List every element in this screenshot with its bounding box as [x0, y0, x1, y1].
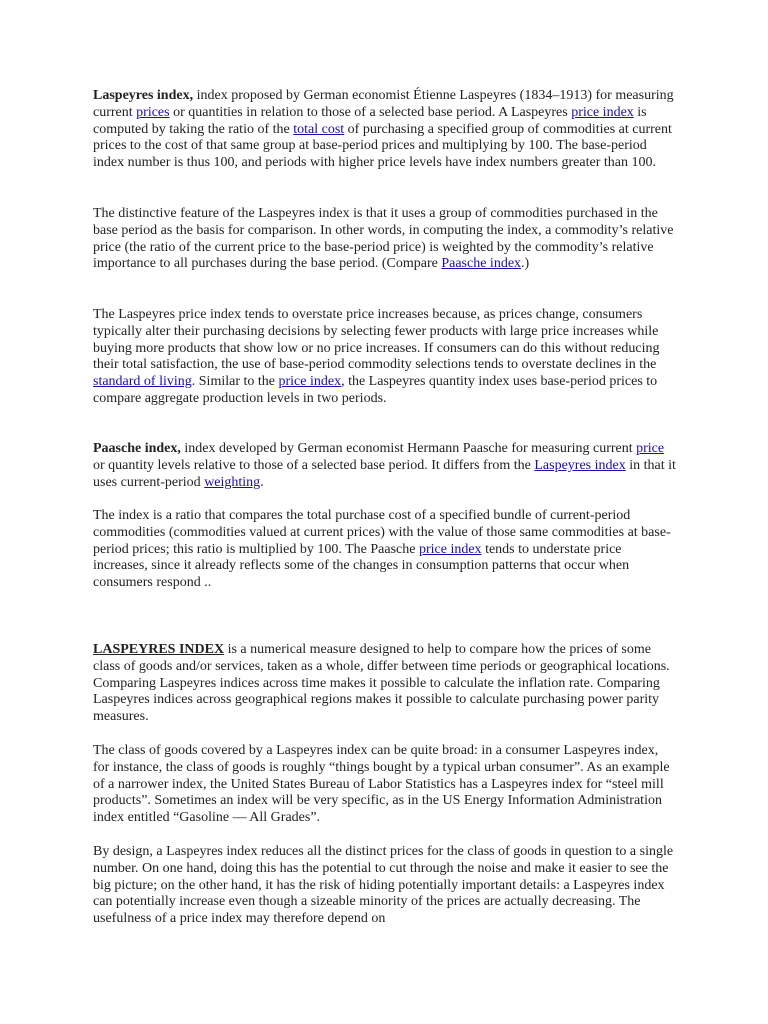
link-weighting[interactable]: weighting — [204, 474, 261, 490]
paragraph-by-design: By design, a Laspeyres index reduces all the distinct prices for the class of goods in question to a single number. On one hand, doing this has the potential to cut through the noise and make it easier to see the big picture; on the other hand, it has the risk of hiding potentially important details: a Laspeyres index can potentially increase even though a sizeable minority of the prices are actually decreasing. The usefulness of a price index may therefore depend on — [93, 844, 674, 927]
paragraph-distinctive-feature: The distinctive feature of the Laspeyres index is that it uses a group of commodities purchased in the base period as the basis for comparison. In other words, in computing the index, a commodity’s relative price (the ratio of the current price to the base-period price) is weighted by the commodity’s relative importance to all purchases during the base period. (Compare Paasche index.) — [93, 206, 674, 272]
link-total-cost[interactable]: total cost — [293, 121, 345, 137]
paragraph-paasche-definition: Paasche index, index developed by German economist Hermann Paasche for measuring current price or quantity levels relative to those of a selected base period. It differs from the Laspeyres index in that it uses current-period weighting. — [93, 441, 676, 490]
link-price-index[interactable]: price index — [571, 104, 634, 120]
link-prices[interactable]: prices — [136, 104, 170, 120]
term-laspeyres-index: Laspeyres index, — [93, 88, 194, 103]
paragraph-laspeyres-definition: Laspeyres index, index proposed by German economist Étienne Laspeyres (1834–1913) for measuring current prices or quantities in relation to those of a selected base period. A Laspeyres price index is computed by taking the ratio of the total cost of purchasing a specified group of commodities at current prices to the cost of that same group at base-period prices and multiplying by 100. The base-period index number is thus 100, and periods with higher price levels have index numbers greater than 100. — [93, 88, 674, 171]
link-price-index[interactable]: price index — [278, 374, 342, 390]
link-laspeyres-index[interactable]: Laspeyres index — [534, 457, 626, 473]
paragraph-paasche-ratio: The index is a ratio that compares the total purchase cost of a specified bundle of current-period commodities (commodities valued at current prices) with the value of those same commodities at base-period prices; this ratio is multiplied by 100. The Paasche price index tends to understate price increases, since it already reflects some of the changes in consumption patterns that occur when consumers respond .. — [93, 508, 671, 591]
link-paasche-index[interactable]: Paasche index — [441, 256, 522, 272]
paragraph-overstate-increases: The Laspeyres price index tends to overstate price increases because, as prices change, consumers typically alter their purchasing decisions by selecting fewer products with large price increases while buying more products that show low or no price increases. If consumers can do this without reducing their total satisfaction, the use of base-period commodity selections tends to overstate declines in the standard of living. Similar to the price index, the Laspeyres quantity index uses base-period prices to compare aggregate production levels in two periods. — [93, 307, 660, 406]
term-paasche-index: Paasche index, — [93, 441, 181, 456]
link-standard-of-living[interactable]: standard of living — [93, 374, 192, 390]
paragraph-class-of-goods: The class of goods covered by a Laspeyres index can be quite broad: in a consumer Laspeyres index, for instance, the class of goods is roughly “things bought by a typical urban consumer”. As an example of a narrower index, the United States Bureau of Labor Statistics has a Laspeyres index for “steel mill products”. Sometimes an index will be very specific, as in the US Energy Information Administration index entitled “Gasoline — All Grades”. — [93, 743, 670, 826]
link-price[interactable]: price — [636, 441, 665, 456]
link-price-index[interactable]: price index — [418, 541, 482, 557]
heading-laspeyres-index: LASPEYRES INDEX — [93, 642, 225, 657]
paragraph-laspeyres-measure: LASPEYRES INDEX is a numerical measure designed to help to compare how the prices of some class of goods and/or services, taken as a whole, differ between time periods or geographical locations. Comparing Laspeyres indices across time makes it possible to calculate the inflation rate. Comparing Laspeyres indices across geographical regions makes it possible to calculate purchasing power parity measures. — [93, 642, 670, 725]
